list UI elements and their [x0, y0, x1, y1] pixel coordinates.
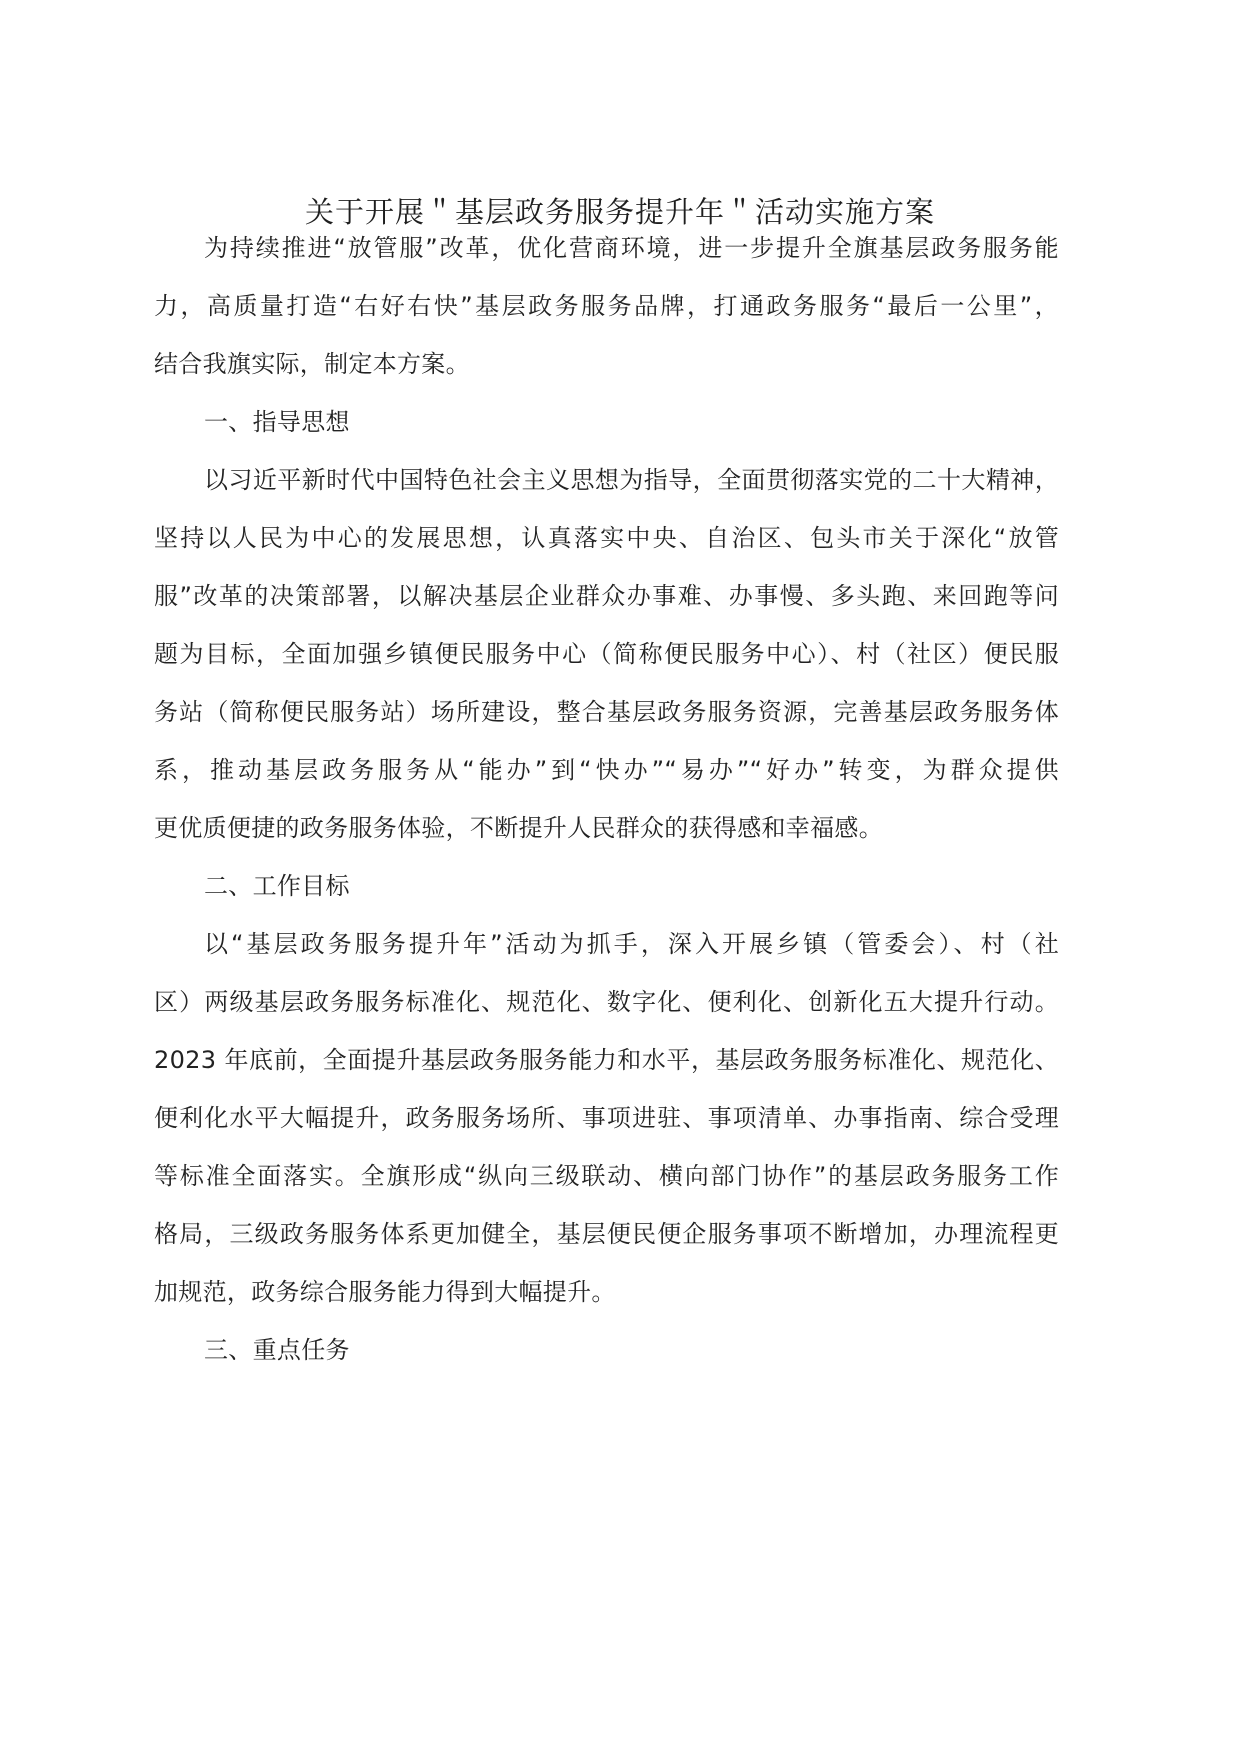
section1-line-3: 服”改革的决策部署，以解决基层企业群众办事难、办事慢、多头跑、来回跑等问: [154, 582, 1059, 610]
section1-line-4: 题为目标，全面加强乡镇便民服务中心（简称便民服务中心）、村（社区）便民服: [154, 640, 1059, 668]
intro-line-3: 结合我旗实际，制定本方案。: [154, 350, 470, 378]
section2-line-2: 区）两级基层政务服务标准化、规范化、数字化、便利化、创新化五大提升行动。: [154, 988, 1059, 1016]
section2-line-3: 2023 年底前，全面提升基层政务服务能力和水平，基层政务服务标准化、规范化、: [154, 1046, 1059, 1074]
section1-line-6: 系，推动基层政务服务从“能办”到“快办”“易办”“好办”转变，为群众提供: [154, 756, 1059, 784]
section-heading-1: 一、指导思想: [204, 408, 350, 436]
section-heading-2: 二、工作目标: [204, 872, 350, 900]
section1-line-1: 以习近平新时代中国特色社会主义思想为指导，全面贯彻落实党的二十大精神，: [204, 466, 1059, 494]
section-heading-3: 三、重点任务: [204, 1336, 350, 1364]
intro-line-1: 为持续推进“放管服”改革，优化营商环境，进一步提升全旗基层政务服务能: [204, 234, 1059, 262]
section2-line-1: 以“基层政务服务提升年”活动为抓手，深入开展乡镇（管委会）、村（社: [204, 930, 1059, 958]
section1-line-5: 务站（简称便民服务站）场所建设，整合基层政务服务资源，完善基层政务服务体: [154, 698, 1059, 726]
section1-line-7: 更优质便捷的政务服务体验，不断提升人民群众的获得感和幸福感。: [154, 814, 883, 842]
section1-line-2: 坚持以人民为中心的发展思想，认真落实中央、自治区、包头市关于深化“放管: [154, 524, 1059, 552]
section2-line-4: 便利化水平大幅提升，政务服务场所、事项进驻、事项清单、办事指南、综合受理: [154, 1104, 1059, 1132]
section2-line-5: 等标准全面落实。全旗形成“纵向三级联动、横向部门协作”的基层政务服务工作: [154, 1162, 1059, 1190]
document-title: 关于开展＂基层政务服务提升年＂活动实施方案: [304, 195, 935, 229]
section2-line-6: 格局，三级政务服务体系更加健全，基层便民便企服务事项不断增加，办理流程更: [154, 1220, 1059, 1248]
section2-line-7: 加规范，政务综合服务能力得到大幅提升。: [154, 1278, 616, 1306]
intro-line-2: 力，高质量打造“右好右快”基层政务服务品牌，打通政务服务“最后一公里”，: [154, 292, 1059, 320]
